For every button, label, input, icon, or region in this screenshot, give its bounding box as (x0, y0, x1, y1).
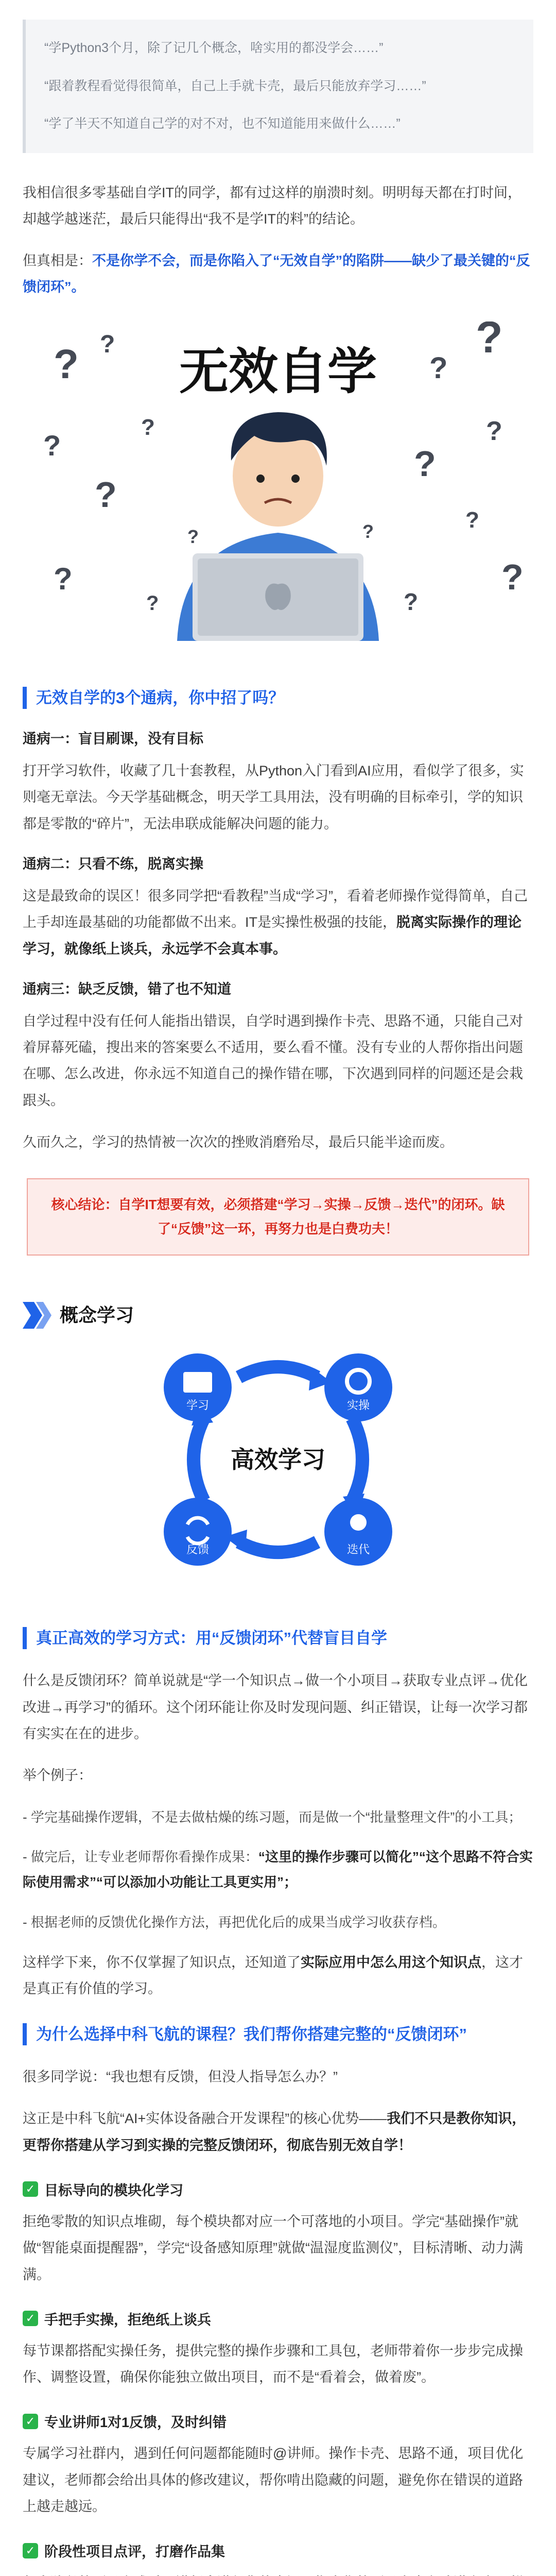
svg-text:?: ? (476, 321, 503, 362)
feature-2-title (23, 2309, 533, 2329)
why-p2-emphasis: 我们不只是教你知识，更帮你搭建从学习到实操的完整反馈闭环，彻底告别无效自学！ (23, 2111, 526, 2153)
svg-text:?: ? (414, 443, 436, 484)
pitfall-1-title: 通病一：盲目刷课，没有目标 (23, 731, 203, 747)
node-label-learn: 学习 (186, 1398, 210, 1412)
feature-3-text: 专属学习社群内，遇到任何问题都能随时@讲师。操作卡壳、思路不通，项目优化建议，老师都会给出具体的修改建议，帮你啃出隐藏的问题，避免你在错误的道路上越走越远。 (23, 2446, 524, 2515)
feature-2-text: 每节课都搭配实操任务，提供完整的操作步骤和工具包，老师带着你一步步完成操作、调整设置，确保你能独立做出项目，而不是“看着会，做着废”。 (23, 2343, 523, 2385)
truth-lead: 但真相是： (23, 253, 92, 269)
why-paragraph-1: 很多同学说：“我也想有反馈，但没人指导怎么办？” (23, 2069, 338, 2085)
feature-4-title (23, 2540, 533, 2561)
node-label-feedback: 反馈 (186, 1543, 210, 1556)
method-bullet-2-lead: - 做完后，让专业老师帮你看操作成果： (23, 1849, 258, 1865)
node-feedback (164, 1498, 232, 1566)
why-p2-lead: 这正是中科飞航“AI+实体设备融合开发课程”的核心优势—— (23, 2111, 387, 2127)
feature-1-text: 拒绝零散的知识点堆砌，每个模块都对应一个可落地的小项目。学完“基础操作”就做“智能桌面提醒器”，学完“设备感知原理”就做“温湿度监测仪”，目标清晰、动力满满。 (23, 2213, 523, 2282)
svg-text:?: ? (146, 591, 159, 615)
svg-text:?: ? (43, 429, 61, 462)
people-icon (350, 1514, 367, 1531)
quote-2: “跟着教程看觉得很简单，自己上手就卡壳，最后只能放弃学习……” (44, 78, 426, 93)
book-icon (183, 1372, 212, 1393)
method-example-lead: 举个例子： (23, 1768, 92, 1784)
apple-logo-icon (265, 583, 291, 609)
pitfall-1-text: 打开学习软件，收藏了几十套教程，从Python入门看到AI应用，看似学了很多，实则毫无章法。今天学基础概念，明天学工具用法，没有明确的目标牵引，学的知识都是零散的“碎片”，无法串联成能解决问题的能力。 (23, 763, 524, 832)
node-label-practice: 实操 (346, 1398, 370, 1412)
feature-3-label: 专业讲师1对1反馈，及时纠错 (44, 2415, 227, 2431)
svg-text:?: ? (54, 561, 73, 596)
method-paragraph-3 (23, 1950, 533, 2003)
concept-label-badge (23, 1302, 134, 1329)
node-label-iterate: 迭代 (346, 1543, 370, 1556)
check-icon: ✓ (23, 2543, 38, 2558)
svg-text:?: ? (95, 474, 117, 515)
svg-text:?: ? (141, 414, 155, 440)
student-figure (177, 412, 379, 641)
check-icon: ✓ (23, 2181, 38, 2197)
svg-text:?: ? (486, 416, 502, 446)
svg-text:?: ? (501, 556, 524, 597)
feature-4-label: 阶段性项目点评，打磨作品集 (44, 2544, 225, 2560)
quote-box (23, 20, 533, 153)
pitfall-2-text (23, 883, 533, 962)
method-bullet-3: - 根据老师的反馈优化操作方法，再把优化后的成果当成学习收获存档。 (23, 1914, 446, 1930)
section-title-pitfalls: 无效自学的3个通病，你中招了吗？ (23, 687, 533, 709)
pitfall-3-text: 自学过程中没有任何人能指出错误，自学时遇到操作卡壳、思路不通，只能自己对着屏幕死磕，搜出来的答案要么不适用，要么看不懂。没有专业的人帮你指出问题在哪、怎么改进，你永远不知道自己的操作错在哪，下次遇到同样的问题还是会栽跟头。 (23, 1013, 523, 1108)
pitfall-2-lead: 这是最致命的误区！很多同学把“看教程”当成“学习”，看着老师操作觉得简单，自己上手却连最基础的功能都做不出来。IT是实操性极强的技能， (23, 888, 528, 930)
svg-text:?: ? (362, 520, 374, 542)
concept-diagram (23, 1295, 533, 1583)
pitfall-2-title: 通病二：只看不练，脱离实操 (23, 856, 203, 872)
feature-3-title (23, 2411, 533, 2431)
hero-title: 无效自学 (179, 344, 377, 399)
method-bullet-2-emphasis: “这里的操作步骤可以简化”“这个思路不符合实际使用需求”“可以添加小功能让工具更实用”； (23, 1849, 533, 1890)
quote-3: “学了半天不知道自己学的对不对，也不知道能用来做什么……” (44, 116, 401, 131)
method-bullet-1: - 学完基础操作逻辑，不是去做枯燥的练习题，而是做一个“批量整理文件”的小工具； (23, 1809, 522, 1825)
why-paragraph-2 (23, 2106, 533, 2159)
section-title-why-us: 为什么选择中科飞航的课程？我们帮你搭建完整的“反馈闭环” (23, 2023, 533, 2045)
node-learn (164, 1353, 232, 1421)
core-conclusion-box: 核心结论：自学IT想要有效，必须搭建“学习→实操→反馈→迭代”的闭环。缺了“反馈”这一环，再努力也是白费功夫！ (27, 1178, 529, 1256)
intro-paragraph: 我相信很多零基础自学IT的同学，都有过这样的崩溃时刻。明明每天都在打时间，却越学越迷茫，最后只能得出“我不是学IT的料”的结论。 (23, 184, 522, 227)
truth-highlight: 不是你学不会，而是你陷入了“无效自学”的陷阱——缺少了最关键的“反馈闭环”。 (23, 253, 530, 295)
feature-1-title (23, 2179, 533, 2199)
svg-text:?: ? (465, 507, 479, 533)
pitfall-conclusion: 久而久之，学习的热情被一次次的挫败消磨殆尽，最后只能半途而废。 (23, 1134, 454, 1150)
node-iterate (324, 1498, 392, 1566)
svg-text:?: ? (187, 526, 199, 547)
node-practice (324, 1353, 392, 1421)
truth-paragraph (23, 248, 533, 301)
feature-4-text (23, 2570, 533, 2576)
svg-text:?: ? (429, 351, 448, 385)
feature-2-label: 手把手实操，拒绝纸上谈兵 (44, 2312, 211, 2328)
svg-text:?: ? (54, 341, 79, 387)
section-title-method: 真正高效的学习方式：用“反馈闭环”代替盲目自学 (23, 1627, 533, 1649)
check-icon: ✓ (23, 2311, 38, 2326)
pitfall-3-title: 通病三：缺乏反馈，错了也不知道 (23, 981, 231, 997)
quote-1: “学Python3个月，除了记几个概念，啥实用的都没学会……” (44, 41, 384, 55)
method-bullet-2 (23, 1844, 533, 1895)
svg-text:?: ? (100, 330, 115, 358)
concept-label: 概念学习 (60, 1304, 134, 1326)
hero-illustration (23, 321, 533, 641)
concept-center: 高效学习 (231, 1446, 325, 1473)
pitfall-2-emphasis: 脱离实际操作的理论学习，就像纸上谈兵，永远学不会真本事。 (23, 914, 522, 957)
check-icon: ✓ (23, 2414, 38, 2429)
method-p3-c: ，这才是真正有价值的学习。 (23, 1955, 523, 1997)
svg-text:?: ? (404, 588, 419, 615)
method-p3-b: 实际应用中怎么用这个知识点 (301, 1955, 481, 1971)
method-paragraph-1: 什么是反馈闭环？简单说就是“学一个知识点→做一个小项目→获取专业点评→优化改进→再学习”的循环。这个闭环能让你及时发现问题、纠正错误，让每一次学习都有实实在在的进步。 (23, 1673, 528, 1741)
method-p3-a: 这样学下来，你不仅掌握了知识点，还知道了 (23, 1955, 301, 1971)
feature-1-label: 目标导向的模块化学习 (44, 2182, 183, 2198)
